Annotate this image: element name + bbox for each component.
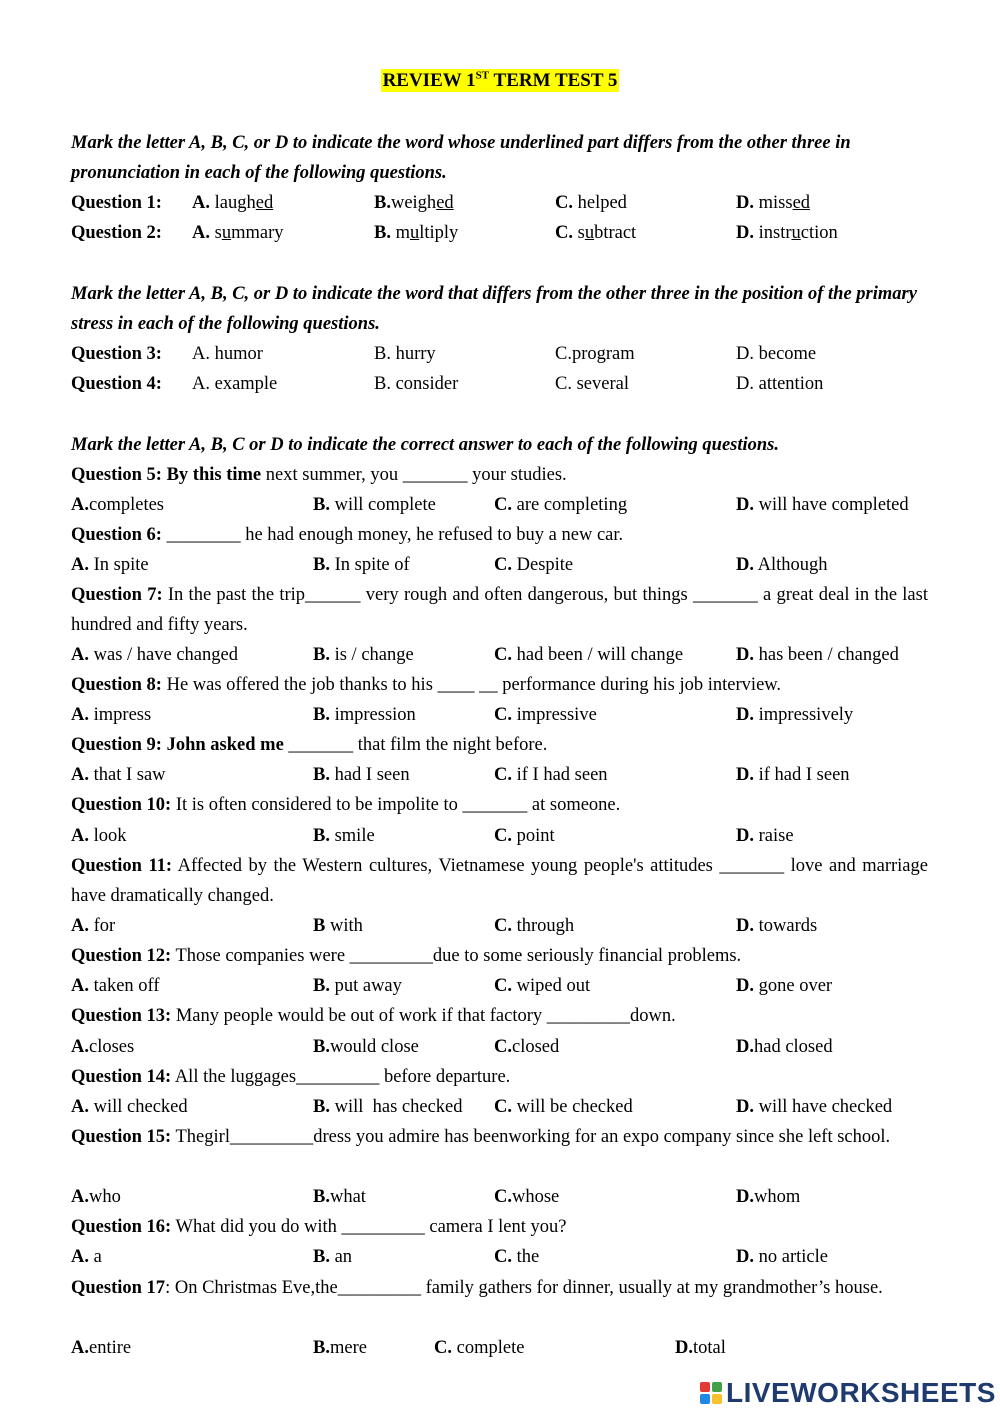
question-label: Question 12: (71, 946, 172, 966)
option-b[interactable]: B. will has checked (313, 1097, 463, 1117)
question-text: He was offered the job thanks to his ____ __ performance during his job interview. (161, 675, 782, 695)
question-text: Those companies were _________due to some seriously financial problems. (171, 946, 742, 966)
option-d[interactable]: D. impressively (736, 705, 854, 725)
option-d[interactable]: D.whom (736, 1187, 801, 1207)
title-superscript: ST (475, 70, 490, 82)
option-a[interactable]: A. example (192, 374, 278, 394)
option-d[interactable]: D.total (675, 1338, 726, 1358)
logo-square-green (712, 1382, 722, 1392)
option-a[interactable]: A. impress (71, 705, 152, 725)
option-b[interactable]: B. had I seen (313, 765, 410, 785)
option-d[interactable]: D. has been / changed (736, 645, 899, 665)
option-d[interactable]: D. missed (736, 193, 811, 213)
option-a[interactable]: A. laughed (192, 193, 274, 213)
question-stem (71, 730, 928, 760)
option-a[interactable]: A.who (71, 1187, 121, 1207)
question-text: Affected by the Western cultures, Vietnamese young people's attitudes _______ love and marriage have dramatically changed. (71, 856, 928, 906)
question-stem (71, 941, 928, 971)
question-label: Question 9: John asked me (71, 735, 284, 755)
question-stem (71, 580, 928, 640)
question-label: Question 8: (71, 675, 162, 695)
option-b[interactable]: B.weighed (374, 193, 454, 213)
option-d[interactable]: D. no article (736, 1247, 828, 1267)
question-stem (71, 790, 928, 820)
option-d[interactable]: D. gone over (736, 976, 833, 996)
option-c[interactable]: C. will be checked (494, 1097, 633, 1117)
instruction-stress: Mark the letter A, B, C, or D to indicate the word that differs from the other three in the position of the primary stress in each of the following questions. (71, 284, 917, 334)
option-b[interactable]: B. put away (313, 976, 402, 996)
question-text: _______ that film the night before. (283, 735, 548, 755)
question-label: Question 4: (71, 374, 162, 394)
question-text: ________ he had enough money, he refused to buy a new car. (161, 525, 624, 545)
option-b[interactable]: B. is / change (313, 645, 414, 665)
option-c[interactable]: C. are completing (494, 495, 628, 515)
option-c[interactable]: C. point (494, 826, 555, 846)
question-label: Question 14: (71, 1067, 172, 1087)
question-stem (71, 460, 928, 490)
option-a[interactable]: A. a (71, 1247, 102, 1267)
question-row (71, 188, 928, 218)
question-label: Question 16: (71, 1217, 172, 1237)
option-c[interactable]: C. subtract (555, 223, 637, 243)
question-text: All the luggages_________ before departure. (171, 1067, 511, 1087)
option-d[interactable]: D. if had I seen (736, 765, 850, 785)
question-label: Question 11: (71, 856, 173, 876)
option-c[interactable]: C. Despite (494, 555, 574, 575)
question-label: Question 5: By this time (71, 465, 262, 485)
question-text: It is often considered to be impolite to _______ at someone. (171, 795, 621, 815)
logo-square-yellow (712, 1394, 722, 1404)
option-b[interactable]: B with (313, 916, 363, 936)
option-c[interactable]: C. through (494, 916, 575, 936)
question-stem (71, 1062, 928, 1092)
question-stem (71, 1122, 928, 1152)
option-c[interactable]: C. helped (555, 193, 627, 213)
question-stem (71, 670, 928, 700)
logo-icon (700, 1382, 722, 1404)
option-c[interactable]: C. the (494, 1247, 540, 1267)
question-text: Thegirl_________dress you admire has beenworking for an expo company since she left school. (171, 1127, 891, 1147)
option-d[interactable]: D. Although (736, 555, 828, 575)
title-text-end: TERM TEST 5 (489, 70, 618, 92)
option-d[interactable]: D. towards (736, 916, 818, 936)
option-b[interactable]: B. impression (313, 705, 416, 725)
option-d[interactable]: D. raise (736, 826, 794, 846)
logo-square-red (700, 1382, 710, 1392)
option-b[interactable]: B.what (313, 1187, 366, 1207)
option-a[interactable]: A. look (71, 826, 127, 846)
option-b[interactable]: B. will complete (313, 495, 436, 515)
option-a[interactable]: A. that I saw (71, 765, 166, 785)
option-c[interactable]: C. impressive (494, 705, 597, 725)
option-a[interactable]: A. summary (192, 223, 284, 243)
question-label: Question 3: (71, 344, 162, 364)
option-d[interactable]: D. become (736, 344, 817, 364)
question-text: : On Christmas Eve,the_________ family gathers for dinner, usually at my grandmother’s house. (165, 1278, 883, 1298)
question-label: Question 17 (71, 1278, 166, 1298)
option-b[interactable]: B. consider (374, 374, 459, 394)
option-d[interactable]: D. attention (736, 374, 824, 394)
option-a[interactable]: A. was / have changed (71, 645, 238, 665)
question-stem (71, 1273, 928, 1303)
question-row (71, 339, 928, 369)
question-label: Question 2: (71, 223, 162, 243)
option-a[interactable]: A.entire (71, 1338, 132, 1358)
option-a[interactable]: A. humor (192, 344, 263, 364)
question-stem (71, 851, 928, 911)
title-highlight (381, 69, 620, 92)
option-c[interactable]: C.program (555, 344, 635, 364)
option-d[interactable]: D. instruction (736, 223, 838, 243)
option-a[interactable]: A. will checked (71, 1097, 188, 1117)
option-a[interactable]: A. for (71, 916, 116, 936)
question-label: Question 13: (71, 1006, 172, 1026)
option-a[interactable]: A.closes (71, 1037, 135, 1057)
question-stem (71, 1001, 928, 1031)
option-c[interactable]: C.whose (494, 1187, 560, 1207)
option-c[interactable]: C. several (555, 374, 629, 394)
option-b[interactable]: B. multiply (374, 223, 459, 243)
question-text: In the past the trip______ very rough and often dangerous, but things _______ a great deal in the last hundred and fifty years. (71, 585, 928, 635)
liveworksheets-logo (700, 1378, 996, 1408)
question-text: What did you do with _________ camera I lent you? (171, 1217, 567, 1237)
instruction-grammar: Mark the letter A, B, C or D to indicate the correct answer to each of the following questions. (71, 435, 779, 455)
option-c[interactable]: C. had been / will change (494, 645, 684, 665)
question-label: Question 7: (71, 585, 163, 605)
question-label: Question 10: (71, 795, 172, 815)
question-label: Question 6: (71, 525, 162, 545)
option-b[interactable]: B. smile (313, 826, 375, 846)
question-stem (71, 1212, 928, 1242)
question-text: next summer, you _______ your studies. (261, 465, 567, 485)
page-title (0, 70, 1000, 92)
option-b[interactable]: B. In spite of (313, 555, 410, 575)
option-b[interactable]: B. an (313, 1247, 353, 1267)
question-label: Question 15: (71, 1127, 172, 1147)
question-label: Question 1: (71, 193, 162, 213)
option-a[interactable]: A. taken off (71, 976, 160, 996)
title-text: REVIEW 1 (382, 70, 476, 92)
question-text: Many people would be out of work if that factory _________down. (171, 1006, 676, 1026)
option-c[interactable]: C. wiped out (494, 976, 591, 996)
option-a[interactable]: A.completes (71, 495, 165, 515)
question-stem (71, 520, 928, 550)
logo-text: LIVEWORKSHEETS (726, 1377, 996, 1408)
option-c[interactable]: C. if I had seen (494, 765, 608, 785)
option-d[interactable]: D.had closed (736, 1037, 833, 1057)
question-row (71, 218, 928, 248)
option-a[interactable]: A. In spite (71, 555, 149, 575)
instruction-pronunciation: Mark the letter A, B, C, or D to indicate the word whose underlined part differs from the other three in pronunciation in each of the following questions. (71, 133, 851, 183)
option-c[interactable]: C. complete (434, 1338, 525, 1358)
option-b[interactable]: B.mere (313, 1338, 367, 1358)
option-c[interactable]: C.closed (494, 1037, 560, 1057)
option-b[interactable]: B.would close (313, 1037, 419, 1057)
question-row (71, 369, 928, 399)
option-b[interactable]: B. hurry (374, 344, 436, 364)
option-d[interactable]: D. will have checked (736, 1097, 893, 1117)
logo-square-blue (700, 1394, 710, 1404)
option-d[interactable]: D. will have completed (736, 495, 909, 515)
